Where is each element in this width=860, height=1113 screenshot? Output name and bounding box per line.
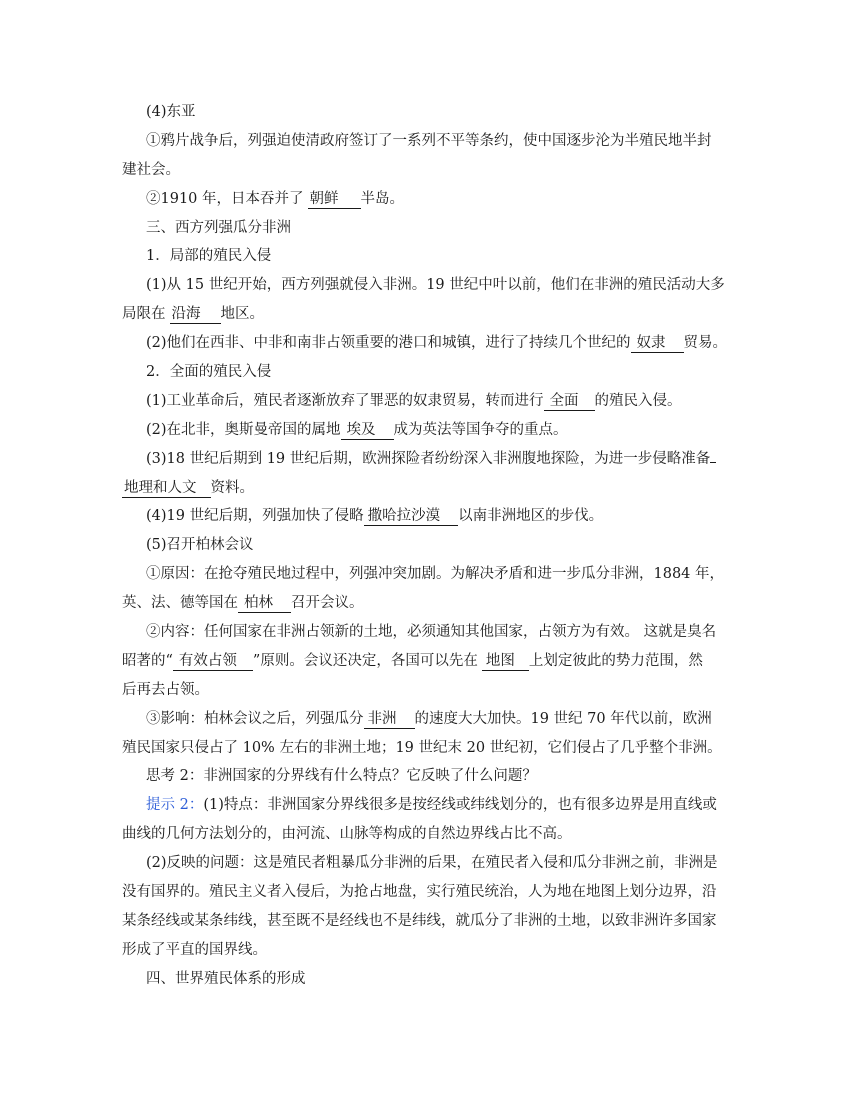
paragraph-cause-cont: 英、法、德等国在 柏林 召开会议。 (122, 595, 364, 612)
paragraph-reflection-cont-2: 某条经线或某条纬线，甚至既不是经线也不是纬线，就瓜分了非洲的土地，以致非洲许多国家 (122, 912, 717, 929)
blank-answer: 地图 (482, 652, 529, 671)
paragraph-opium-war-cont: 建社会。 (122, 161, 180, 178)
paragraph-industrial-revolution: (1)工业革命后，殖民者逐渐放弃了罪恶的奴隶贸易，转而进行 全面 的殖民入侵。 (146, 392, 682, 409)
blank-answer: 全面 (544, 392, 595, 411)
blank-answer: 地理和人文 (122, 479, 211, 498)
paragraph-slave-trade: (2)他们在西非、中非和南非占领重要的港口和城镇，进行了持续几个世纪的 奴隶 贸易。 (146, 335, 728, 352)
blank-answer: 沿海 (170, 305, 221, 324)
hint-2: 提示 2：(1)特点：非洲国家分界线很多是按经线或纬线划分的，也有很多边界是用直线或 (146, 797, 717, 814)
subheading-partial-invasion: 1．局部的殖民入侵 (146, 248, 272, 265)
blank-answer: 柏林 (238, 594, 291, 613)
section-heading-colonial-system: 四、世界殖民体系的形成 (146, 970, 306, 987)
blank-answer: 有效占领 (173, 652, 253, 671)
paragraph-sahara: (4)19 世纪后期，列强加快了侵略 撒哈拉沙漠 以南非洲地区的步伐。 (146, 508, 604, 525)
section-heading-east-asia: (4)东亚 (146, 104, 196, 120)
paragraph-15th-century: (1)从 15 世纪开始，西方列强就侵入非洲。19 世纪中叶以前，他们在非洲的殖民活动大多 (146, 277, 725, 294)
paragraph-impact-cont: 殖民国家只侵占了 10% 左右的非洲土地；19 世纪末 20 世纪初，它们侵占了几乎整个非洲。 (122, 739, 722, 756)
subheading-full-invasion: 2．全面的殖民入侵 (146, 364, 272, 381)
subheading-berlin-conference: (5)召开柏林会议 (146, 537, 254, 554)
blank-line (710, 448, 716, 463)
document-body (122, 98, 742, 994)
hint-label: 提示 2： (146, 797, 204, 814)
paragraph-cause: ①原因：在抢夺殖民地过程中，列强冲突加剧。为解决矛盾和进一步瓜分非洲，1884 年， (146, 566, 725, 583)
paragraph-opium-war: ①鸦片战争后，列强迫使清政府签订了一系列不平等条约，使中国逐步沦为半殖民地半封 (146, 132, 712, 149)
blank-answer: 埃及 (341, 421, 394, 440)
question-2: 思考 2：非洲国家的分界线有什么特点？它反映了什么问题？ (146, 768, 537, 785)
paragraph-explorers-cont: 地理和人文 资料。 (124, 479, 254, 496)
paragraph-reflection-cont-3: 形成了平直的国界线。 (122, 941, 267, 958)
paragraph-impact: ③影响：柏林会议之后，列强瓜分 非洲 的速度大大加快。19 世纪 70 年代以前，欧洲 (146, 710, 712, 727)
blank-answer: 非洲 (364, 710, 415, 729)
hint-2-cont: 曲线的几何方法划分的，由河流、山脉等构成的自然边界线占比不高。 (122, 826, 572, 843)
paragraph-content-end: 后再去占领。 (122, 681, 209, 698)
paragraph-korea: ②1910 年，日本吞并了 朝鲜 半岛。 (146, 190, 405, 207)
section-heading-africa: 三、西方列强瓜分非洲 (146, 219, 291, 236)
paragraph-reflection: (2)反映的问题：这是殖民者粗暴瓜分非洲的后果，在殖民者入侵和瓜分非洲之前，非洲是 (146, 855, 718, 872)
paragraph-egypt: (2)在北非，奥斯曼帝国的属地 埃及 成为英法等国争夺的重点。 (146, 421, 568, 438)
paragraph-coast: 局限在 沿海 地区。 (122, 306, 264, 323)
paragraph-explorers: (3)18 世纪后期到 19 世纪后期，欧洲探险者纷纷深入非洲腹地探险，为进一步侵略准备 (146, 445, 742, 474)
paragraph-reflection-cont-1: 没有国界的。殖民主义者入侵后，为抢占地盘，实行殖民统治，人为地在地图上划分边界，沿 (122, 884, 717, 901)
paragraph-content-cont: 昭著的“ 有效占领 ”原则。会议还决定，各国可以先在 地图 上划定彼此的势力范围，然 (122, 652, 703, 669)
paragraph-content: ②内容：任何国家在非洲占领新的土地，必须通知其他国家，占领方为有效。 这就是臭名 (146, 624, 717, 641)
blank-answer: 奴隶 (631, 334, 684, 353)
blank-answer: 撒哈拉沙漠 (364, 507, 459, 526)
blank-answer: 朝鲜 (308, 190, 361, 209)
